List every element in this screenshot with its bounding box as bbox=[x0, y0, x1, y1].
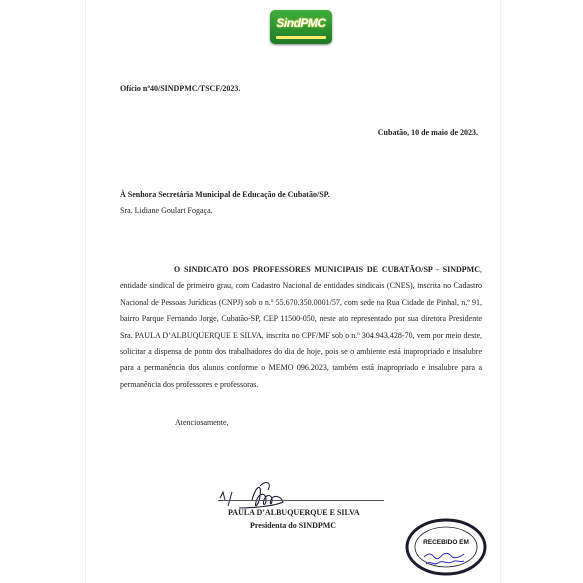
body-paragraph bbox=[120, 262, 482, 393]
reference-number: Ofício nº40/SINDPMC/TSCF/2023. bbox=[120, 84, 241, 93]
date-line: Cubatão, 10 de maio de 2023. bbox=[377, 128, 478, 137]
stamp-header: RECEBIDO EM bbox=[423, 539, 469, 546]
recipient-name: Sra. Lidiane Goulart Fogaça. bbox=[120, 206, 213, 215]
body-text: , entidade sindical de primeiro grau, com Cadastro Nacional de entidades sindicais (CNES), inscrita no Cadastro Nacional de Pessoas Jurídicas (CNPJ) sob o n.º 55.670.350.0001/57, com sede na Rua Cidade de Pinhal, n.º 91, bairro Parque Fernando Jorge, Cubatão-SP, CEP 11500-050, neste ato representado por sua diretora Presidente Sra. PAULA D’ALBUQUERQUE E SILVA, inscrita no CPF/MF sob o n.º 304.943.428-70, vem por meio deste, solicitar a dispensa de ponto dos trabalhadores do dia de hoje, pois se o ambiente está inapropriado e insalubre para a permanência dos alunos conforme o MEMO 096.2023, também está inapropriado e insalubre para a permanência dos professores e professoras. bbox=[120, 265, 482, 389]
signer-name: PAULA D’ALBUQUERQUE E SILVA bbox=[228, 508, 360, 517]
signature-line bbox=[218, 500, 384, 501]
received-stamp bbox=[404, 517, 488, 577]
closing: Atenciosamente, bbox=[175, 418, 229, 427]
logo-text: SindPMC bbox=[276, 16, 326, 30]
body-lead: O SINDICATO DOS PROFESSORES MUNICIPAIS DE CUBATÃO/SP - SINDPMC bbox=[174, 265, 480, 274]
recipient-line: À Senhora Secretária Municipal de Educação de Cubatão/SP. bbox=[120, 190, 330, 199]
signer-title: Presidenta do SINDPMC bbox=[250, 521, 337, 530]
logo-underline bbox=[276, 36, 326, 39]
sindpmc-logo bbox=[270, 10, 332, 44]
